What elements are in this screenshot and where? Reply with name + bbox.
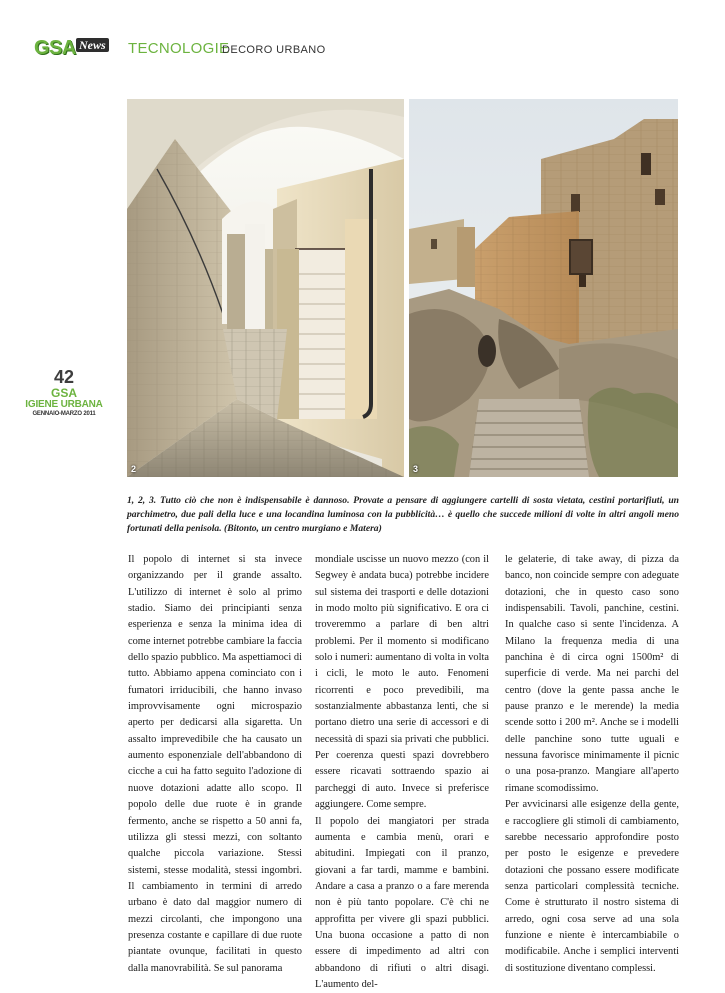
photo-number-3: 3 [413, 464, 418, 474]
photo-alley-arch [127, 99, 404, 477]
logo-news-badge: News [76, 38, 109, 52]
logo-gsa-text: GSA [34, 37, 76, 59]
magazine-logo [34, 37, 110, 59]
subsection-title: DECORO URBANO [222, 43, 326, 57]
article-paragraph: Il popolo dei mangiatori per strada aumenta e cambia menù, orari e abitudini. Impiegati con il pranzo, giovani a far tardi, mamme e bambini. Andare a casa a pranzo o a fare merenda non è più tanto popolare. C'è chi ne approfitta per vivere gli spazi pubblici. Una buona occasione a patto di non essere di impedimento ad altri con abbandono di rifiuti o altri disagi. L'aumento del- [315, 814, 489, 993]
photo-caption: 1, 2, 3. Tutto ciò che non è indispensabile è dannoso. Provate a pensare di aggiungere cartelli di sosta vietata, cestini portarifiuti, un parchimetro, due pali della luce e una locandina luminosa con la pubblicità… è quello che succede milioni di volte in altri angoli meno fortunati della penisola. (Bitonto, un centro murgiano e Matera) [127, 494, 679, 536]
folio-issue-date: GENNAIO-MARZO 2011 [22, 410, 106, 419]
article-paragraph: Per avvicinarsi alle esigenze della gente, e raccogliere gli stimoli di cambiamento, sarebbe necessario approfondire posto per posto le esigenze e prevedere dotazioni che possano essere modificate senza particolari complessità tecniche. Come è strutturato il nostro sistema di arredo, ogni cosa serve ad una sola funzione e niente è intercambiabile o modificabile. Anche i semplici interventi di sostituzione diventano complessi. [505, 797, 679, 977]
page-folio [22, 368, 106, 419]
staircase [295, 249, 347, 419]
page-number: 42 [22, 368, 106, 386]
article-paragraph: mondiale uscisse un nuovo mezzo (con il Segwey è andata buca) potrebbe incidere sul sistema dei trasporti e delle dotazioni in modo molto più significativo. E ora ci troveremmo a parlare di ben altri problemi. Per il momento si modificano solo i numeri: aumentano di volta in volta i cicli, le moto le auto. Fenomeni ricorrenti e poco prevedibili, ma sostanzialmente abbastanza lenti, che si portano dietro una serie di accessori e di necessità di spazi sia privati che pubblici. Per coerenza questi spazi dovrebbero essere ricavati sottraendo spazio ai parcheggi di auto. Invece si preferisce aggiungere. Come sempre. [315, 552, 489, 814]
stone-steps [469, 399, 589, 477]
section-title: TECNOLOGIE [128, 40, 229, 58]
article-column-1 [128, 552, 302, 977]
article-paragraph: Il popolo di internet si sta invece organizzando per il grande assalto. L'utilizzo di internet è solo al primo stadio. Siamo dei principianti senza esperienza e senza la minima idea di come internet potrebbe cambiare la faccia dello spazio pubblico. Ma aspettiamoci di tutto. Abbiamo appena cominciato con i fumatori irriducibili, che hanno invaso improvvisamente ogni microspazio aperto per dedicarsi alla sigaretta. Un assalto imprevedibile che ha causato un aumento esponenziale dell'abbandono di cicche a cui ha fatto seguito l'adozione di nuove dotazioni adatte allo scopo. Il popolo delle due ruote è in grande fermento, anche se rispetto a 50 anni fa, utilizza gli stessi mezzi, con soltanto qualche piccola variazione. Stessi sistemi, stesse modalità, stessi ingombri. Il cambiamento in termini di arredo urbano è dato dal maggior numero di mezzi circolanti, che impongono una presenza costante e capillare di due ruote piantate ovunque, facilitati in questo dalla manovrabilità. Se sul panorama [128, 552, 302, 977]
folio-magazine-name: IGIENE URBANA [22, 399, 106, 410]
alley-arch-illustration [127, 99, 404, 477]
photo-number-2: 2 [131, 464, 136, 474]
photo-stone-houses [409, 99, 678, 477]
article-paragraph: le gelaterie, di take away, di pizza da banco, non coincide sempre con adeguate dotazioni, che in questo caso sono indispensabili. Tavoli, panchine, cestini. In qualche caso si sente l'incidenza. A Milano la frequenza media di una panchina è di circa ogni 1500m² di superficie di verde. Ma nei parchi del centro (dove la gente passa anche le pause pranzo e le merende) la media scende sotto i 200 m². Anche se i modelli delle panchine sono tutte uguali e nessuna favorisce minimamente il picnic o una posa-pranzo. Mangiare all'aperto rimane scomodissimo. [505, 552, 679, 797]
article-column-3 [505, 552, 679, 977]
article-column-2 [315, 552, 489, 993]
stone-houses-illustration [409, 99, 678, 477]
folio-brand: GSA [22, 387, 106, 399]
